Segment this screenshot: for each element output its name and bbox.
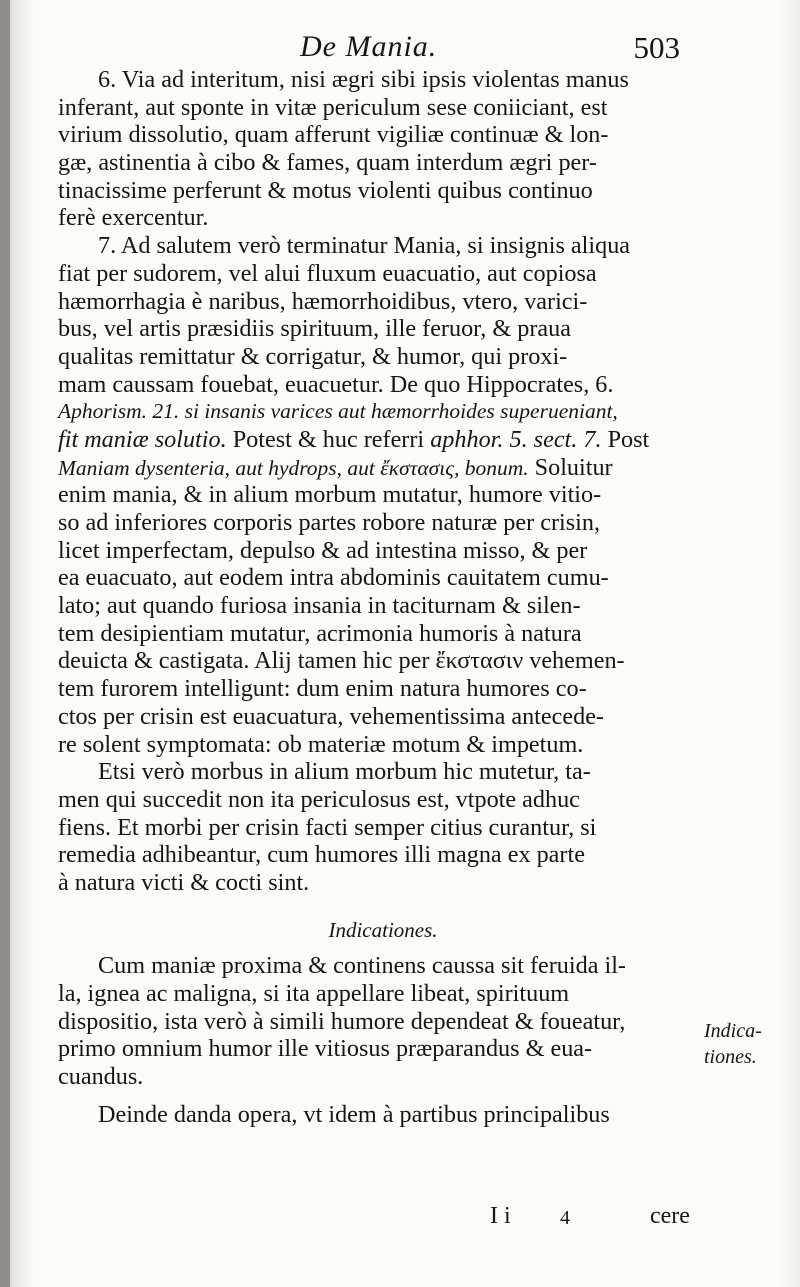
text-line: ferè exercentur. — [58, 204, 209, 232]
catchword: cere — [650, 1203, 690, 1229]
text-line: fiens. Et morbi per crisin facti semper citius curantur, si — [58, 813, 597, 841]
text-line: tinacissime perferunt & motus violenti quibus continuo — [58, 176, 593, 204]
binding-gutter — [0, 0, 10, 1287]
page-number: 503 — [633, 30, 680, 65]
running-head: De Mania. — [300, 30, 438, 63]
text-line: mam caussam fouebat, euacuetur. De quo Hippocrates, 6. — [58, 370, 614, 398]
signature-number: 4 — [560, 1207, 570, 1229]
page-header — [300, 30, 680, 70]
text-line: bus, vel artis præsidiis spirituum, ille feruor, & praua — [58, 315, 571, 343]
aphorism-quote: Maniam dysenteria, aut hydrops, aut ἔκστασις, bonum. — [58, 455, 529, 480]
text-line: 7. Ad salutem verò terminatur Mania, si insignis aliqua — [98, 232, 631, 260]
text-line: lato; aut quando furiosa insania in taciturnam & silen- — [58, 592, 581, 620]
text-line: la, ignea ac maligna, si ita appellare libeat, spirituum — [58, 980, 570, 1007]
paragraph-9 — [58, 952, 708, 1090]
text-line: virium dissolutio, quam afferunt vigiliæ continuæ & lon- — [58, 121, 609, 149]
text-line: deuicta & castigata. Alij tamen hic per ἔκστασιν vehemen- — [58, 647, 625, 675]
text-run: Post — [601, 425, 650, 453]
text-line: ctos per crisin est euacuatura, vehementissima antecede- — [58, 702, 604, 730]
text-line: men qui succedit non ita periculosus est, vtpote adhuc — [58, 785, 580, 813]
text-line: ea euacuato, aut eodem intra abdominis cauitatem cumu- — [58, 564, 609, 592]
text-line: re solent symptomata: ob materiæ motum & impetum. — [58, 730, 584, 758]
margin-note-line: tiones. — [704, 1046, 757, 1068]
text-line: primo omnium humor ille vitiosus præparandus & eua- — [58, 1035, 593, 1063]
text-line: enim mania, & in alium morbum mutatur, humore vitio- — [58, 481, 602, 509]
text-line: gæ, astinentia à cibo & fames, quam interdum ægri per- — [58, 149, 597, 177]
main-text — [58, 66, 708, 1128]
paragraph-7 — [58, 232, 708, 758]
text-line: remedia adhibeantur, cum humores illi magna ex parte — [58, 841, 585, 869]
paragraph-spacer — [58, 1091, 708, 1101]
text-line: 6. Via ad interitum, nisi ægri sibi ipsis violentas manus — [98, 66, 629, 93]
paragraph-6 — [58, 66, 708, 232]
signature-mark: I i — [490, 1203, 511, 1229]
section-heading: Indicationes. — [328, 917, 438, 942]
text-line: Cum maniæ proxima & continens caussa sit feruida il- — [98, 952, 626, 980]
text-line: so ad inferiores corporis partes robore naturæ per crisin, — [58, 509, 601, 536]
text-line: cuandus. — [58, 1063, 144, 1091]
paragraph-10 — [58, 1101, 708, 1129]
aphorism-quote: fit maniæ solutio. — [58, 425, 227, 453]
text-line: Deinde danda opera, vt idem à partibus principalibus — [98, 1100, 610, 1128]
paragraph-8 — [58, 758, 708, 896]
page-footer — [0, 1203, 720, 1233]
margin-note-line: Indica- — [704, 1020, 762, 1042]
margin-note — [704, 1018, 794, 1070]
text-run: Potest & huc referri — [226, 425, 431, 453]
text-line: tem furorem intelligunt: dum enim natura humores co- — [58, 675, 587, 703]
text-line — [58, 454, 708, 482]
text-line — [58, 426, 708, 454]
text-line: hæmorrhagia è naribus, hæmorrhoidibus, vtero, varici- — [58, 287, 588, 315]
text-run: Soluitur — [528, 453, 613, 481]
text-line: fiat per sudorem, vel alui fluxum euacuatio, aut copiosa — [58, 259, 597, 287]
aphorism-quote: Aphorism. 21. si insanis varices aut hæmorrhoides superueniant, — [58, 399, 618, 424]
text-line: tem desipientiam mutatur, acrimonia humoris à natura — [58, 619, 582, 647]
text-line: licet imperfectam, depulso & ad intestina misso, & per — [58, 536, 588, 564]
text-line: qualitas remittatur & corrigatur, & humor, qui proxi- — [58, 342, 568, 370]
text-line: dispositio, ista verò à simili humore dependeat & foueatur, — [58, 1007, 626, 1035]
text-line: Etsi verò morbus in alium morbum hic mutetur, ta- — [98, 758, 591, 786]
text-line: inferant, aut sponte in vitæ periculum sese coniiciant, est — [58, 93, 608, 121]
aphorism-reference: aphhor. 5. sect. 7. — [430, 425, 602, 453]
text-line: à natura victi & cocti sint. — [58, 868, 310, 896]
